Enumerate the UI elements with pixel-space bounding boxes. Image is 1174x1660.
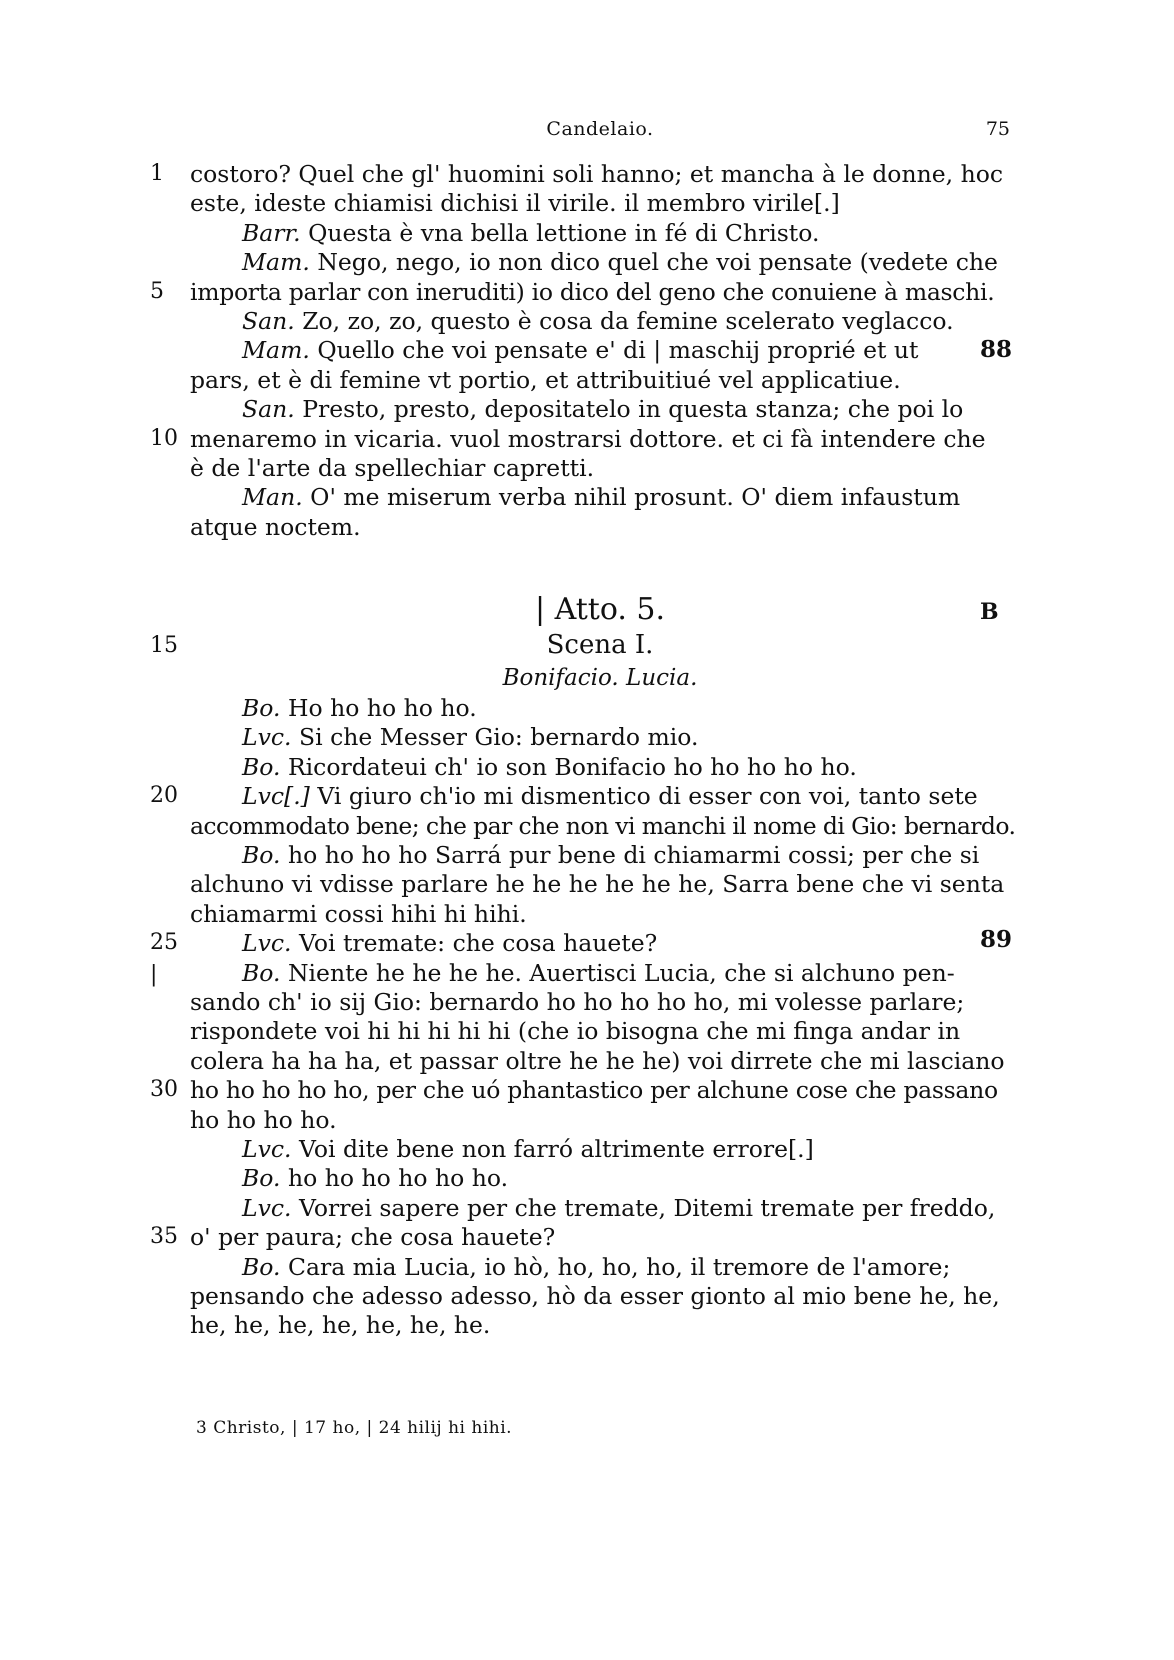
line-number: 10 <box>150 425 178 451</box>
line-number <box>150 305 180 337</box>
line-text: Ho ho ho ho ho. <box>287 694 477 722</box>
text-line <box>190 1015 1010 1047</box>
footnote: 3 Christo, | 17 ho, | 24 hilij hi hihi. <box>196 1418 513 1438</box>
speaker-label: Bo. <box>242 694 281 722</box>
text-line <box>190 452 1010 484</box>
text-line <box>190 1045 1010 1077</box>
running-title: Candelaio. <box>546 118 654 140</box>
text-line <box>190 986 1010 1018</box>
scene-heading: Scena I. <box>546 630 654 660</box>
line-number <box>150 1133 180 1165</box>
speaker-label: Lvc. <box>242 929 292 958</box>
line-text: chiamarmi cossi hihi hi hihi. <box>190 899 527 928</box>
text-line <box>190 1251 1010 1283</box>
text-line <box>190 927 1010 959</box>
line-text: ho ho ho ho Sarrá pur bene di chiamarmi cossi; per che si <box>287 841 980 869</box>
text-line <box>190 780 1010 812</box>
speaker-label: Man. <box>242 483 303 512</box>
signature-mark: B <box>980 599 999 625</box>
line-number <box>150 957 180 989</box>
line-number <box>150 364 180 396</box>
speaker-label: Bo. <box>242 752 281 781</box>
line-number <box>150 692 180 724</box>
line-text: o' per paura; che cosa hauete? <box>190 1223 556 1252</box>
line-number: 1 <box>150 161 164 186</box>
line-number <box>150 334 180 366</box>
text-line <box>190 393 1010 425</box>
line-number: 30 <box>150 1077 178 1103</box>
speaker-label: Mam. <box>242 336 310 365</box>
line-number <box>150 868 180 900</box>
line-number <box>150 839 180 871</box>
line-text: ho ho ho ho. <box>190 1105 337 1134</box>
line-text: pars, et è di femine vt portio, et attribuitiué vel applicatiue. <box>190 365 901 394</box>
text-line <box>190 839 1010 871</box>
text-line <box>190 1074 1010 1106</box>
line-number <box>150 481 180 513</box>
speaker-label: Bo. <box>242 841 281 869</box>
line-text: este, ideste chiamisi dichisi il virile. il membro virile[.] <box>190 189 840 218</box>
line-number <box>150 898 180 930</box>
text-line <box>190 246 1010 278</box>
line-number: 5 <box>150 278 164 304</box>
line-number: 20 <box>150 783 178 809</box>
line-number <box>150 452 180 484</box>
line-number <box>150 721 180 753</box>
speaker-label: Mam. <box>242 248 310 277</box>
text-line <box>190 692 1010 724</box>
line-text: Si che Messer Gio: bernardo mio. <box>299 723 699 752</box>
line-text: Vi giuro ch'io mi dismentico di esser con voi, tanto sete <box>317 782 978 811</box>
line-text: Niente he he he he. Auertisci Lucia, che si alchuno pen- <box>287 958 955 987</box>
margin-reference-89: 89 <box>979 926 1012 953</box>
line-text: costoro? Quel che gl' huomini soli hanno; et mancha à le donne, hoc <box>190 160 1004 188</box>
line-number <box>150 1251 180 1283</box>
speaker-label: Lvc. <box>242 1135 292 1163</box>
line-text: Nego, nego, io non dico quel che voi pensate (vedete che <box>317 248 998 277</box>
line-number <box>150 511 180 543</box>
speaker-label: San. <box>242 395 295 424</box>
margin-reference-88: 88 <box>979 336 1012 363</box>
text-line <box>190 810 1016 842</box>
line-number: 15 <box>150 633 178 658</box>
text-line <box>190 334 1010 366</box>
line-text: Cara mia Lucia, io hò, ho, ho, ho, il tremore de l'amore; <box>287 1252 951 1281</box>
line-number <box>150 1104 180 1136</box>
text-line <box>190 276 1010 308</box>
line-number <box>150 1309 180 1341</box>
line-text: accommodato bene; che par che non vi manchi il nome di Gio: bernardo. <box>190 811 1016 840</box>
line-text: Ricordateui ch' io son Bonifacio ho ho ho ho ho. <box>287 752 857 781</box>
line-number <box>150 393 180 425</box>
line-text: Presto, presto, depositatelo in questa stanza; che poi lo <box>302 395 964 424</box>
text-line <box>190 364 1010 396</box>
line-number <box>150 1015 180 1047</box>
line-text: Zo, zo, zo, questo è cosa da femine scelerato veglacco. <box>302 307 954 335</box>
text-line <box>190 1104 1010 1136</box>
speaker-label: Bo. <box>242 1164 281 1193</box>
act-heading: | Atto. 5. <box>534 592 666 627</box>
text-line <box>190 187 1010 219</box>
text-line <box>190 305 1010 337</box>
text-line <box>190 1280 1010 1312</box>
line-text: Vorrei sapere per che tremate, Ditemi tremate per freddo, <box>299 1193 996 1222</box>
line-number <box>150 1280 180 1312</box>
line-number <box>150 1192 180 1224</box>
line-number <box>150 187 180 219</box>
line-number <box>150 751 180 783</box>
scene-characters: Bonifacio. Lucia. <box>502 665 698 691</box>
text-line <box>190 481 1010 513</box>
text-line <box>190 511 1010 543</box>
line-text: ho ho ho ho ho, per che uó phantastico per alchune cose che passano <box>190 1076 998 1105</box>
line-text: Questa è vna bella lettione in fé di Christo. <box>308 218 820 247</box>
text-line <box>190 721 1010 753</box>
line-text: rispondete voi hi hi hi hi hi (che io bisogna che mi finga andar in <box>190 1017 961 1046</box>
line-number <box>150 1162 180 1194</box>
running-header <box>190 118 1010 148</box>
speaker-label: San. <box>242 307 295 335</box>
text-line <box>190 751 1010 783</box>
text-line <box>190 957 1010 989</box>
text-line <box>190 1162 1010 1194</box>
text-line <box>190 423 1010 455</box>
page-number: 75 <box>985 118 1010 140</box>
speaker-label: Barr. <box>242 218 301 247</box>
speaker-label: Bo. <box>242 958 281 987</box>
line-text: O' me miserum verba nihil prosunt. O' diem infaustum <box>310 483 961 512</box>
line-text: è de l'arte da spellechiar capretti. <box>190 454 595 482</box>
text-line <box>190 868 1010 900</box>
line-text: atque noctem. <box>190 512 361 541</box>
speaker-label: Bo. <box>242 1252 281 1281</box>
line-text: colera ha ha ha, et passar oltre he he he) voi dirrete che mi lasciano <box>190 1046 1005 1075</box>
line-text: sando ch' io sij Gio: bernardo ho ho ho ho ho, mi volesse parlare; <box>190 988 965 1016</box>
line-number <box>150 810 180 842</box>
line-number: 25 | <box>150 930 178 988</box>
text-line <box>190 898 1010 930</box>
line-number <box>150 217 180 249</box>
text-line <box>190 1221 1010 1253</box>
speaker-label: Lvc[.] <box>242 782 310 811</box>
text-line <box>190 217 1010 249</box>
line-text: Quello che voi pensate e' di | maschij proprié et ut <box>317 336 919 365</box>
line-text: menaremo in vicaria. vuol mostrarsi dottore. et ci fà intendere che <box>190 424 986 453</box>
line-number <box>150 246 180 278</box>
line-text: pensando che adesso adesso, hò da esser gionto al mio bene he, he, <box>190 1282 1000 1310</box>
text-line <box>190 1133 1010 1165</box>
text-line <box>190 158 1010 190</box>
speaker-label: Lvc. <box>242 1193 292 1222</box>
text-line <box>190 1309 1010 1341</box>
line-text: he, he, he, he, he, he, he. <box>190 1311 491 1340</box>
line-text: Voi tremate: che cosa hauete? <box>299 929 658 958</box>
line-text: alchuno vi vdisse parlare he he he he he he, Sarra bene che vi senta <box>190 870 1005 899</box>
line-text: Voi dite bene non farró altrimente errore[.] <box>299 1135 814 1163</box>
speaker-label: Lvc. <box>242 723 292 752</box>
line-text: ho ho ho ho ho ho. <box>287 1164 509 1193</box>
line-number: 35 <box>150 1224 178 1250</box>
text-line <box>190 1192 1010 1224</box>
line-text: importa parlar con ineruditi) io dico del geno che conuiene à maschi. <box>190 277 995 306</box>
line-number <box>150 986 180 1018</box>
line-number <box>150 1045 180 1077</box>
